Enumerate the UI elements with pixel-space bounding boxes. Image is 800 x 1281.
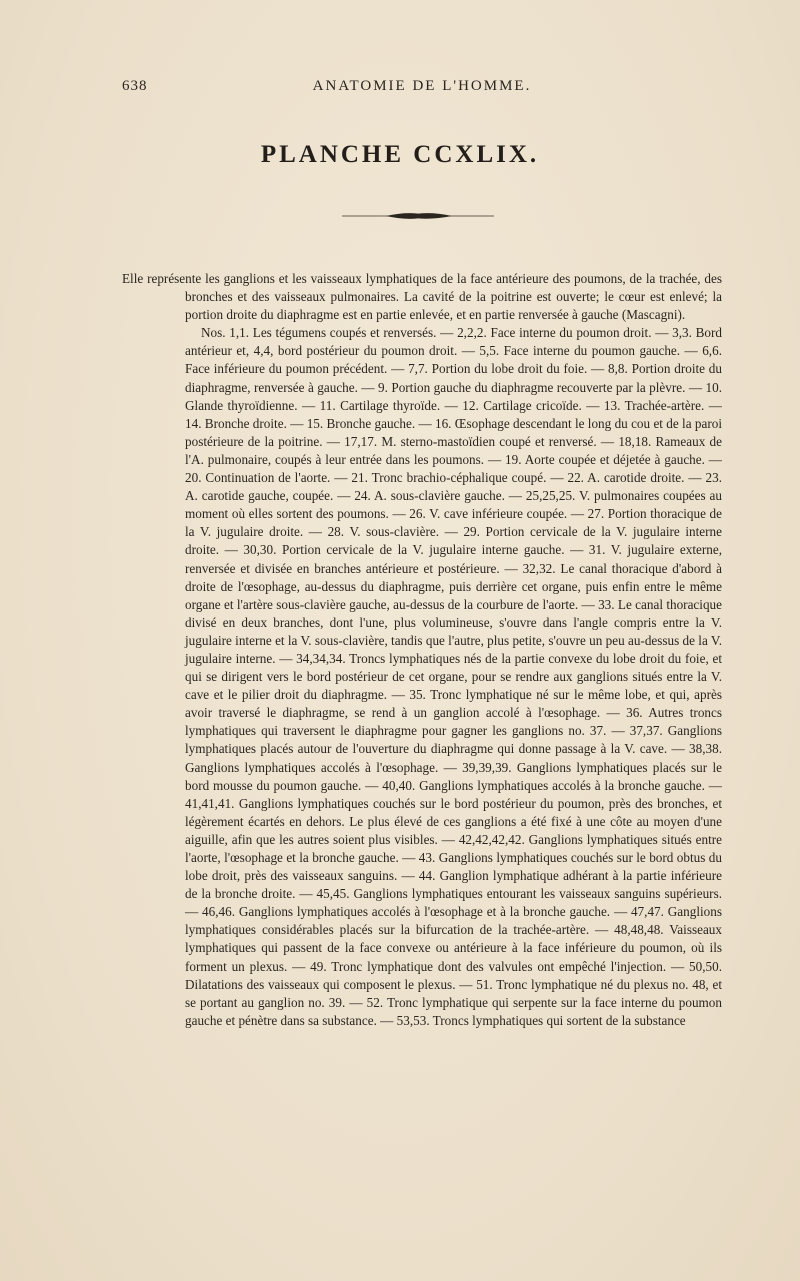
running-title: ANATOMIE DE L'HOMME. (312, 78, 532, 94)
plate-title: PLANCHE CCXLIX. (260, 141, 540, 168)
plate-description (122, 270, 722, 1030)
intro-paragraph: Elle représente les ganglions et les vaisseaux lymphatiques de la face antérieure des poumons, de la trachée, des bronches et des vaisseaux pulmonaires. La cavité de la poitrine est ouverte; le cœur est enlevé; la portion droite du diaphragme est en partie enlevée, et en partie renversée à gauche (Mascagni). (122, 271, 722, 323)
running-head (122, 78, 722, 100)
page-number: 638 (122, 78, 148, 94)
ornament-divider (342, 210, 494, 222)
legend-paragraph: Nos. 1,1. Les tégumens coupés et renversés. — 2,2,2. Face interne du poumon droit. — 3,3. Bord antérieur et, 4,4, bord postérieur du poumon droit. — 5,5. Face interne du poumon gauche. — 6,6. Face inférieure du poumon précédent. — 7,7. Portion du lobe droit du foie. — 8,8. Portion droite du diaphragme, renversée à gauche. — 9. Portion gauche du diaphragme recouverte par la plèvre. — 10. Glande thyroïdienne. — 11. Cartilage thyroïde. — 12. Cartilage cricoïde. — 13. Trachée-artère. — 14. Bronche droite. — 15. Bronche gauche. — 16. Œsophage descendant le long du cou et de la paroi postérieure de la poitrine. — 17,17. M. sterno-mastoïdien coupé et renversé. — 18,18. Rameaux de l'A. pulmonaire, coupés à leur entrée dans les poumons. — 19. Aorte coupée et déjetée à gauche. — 20. Continuation de l'aorte. — 21. Tronc brachio-céphalique coupé. — 22. A. carotide droite. — 23. A. carotide gauche, coupée. — 24. A. sous-clavière gauche. — 25,25,25. V. pulmonaires coupées au moment où elles sortent des poumons. — 26. V. cave inférieure coupée. — 27. Portion thoracique de la V. jugulaire droite. — 28. V. sous-clavière. — 29. Portion cervicale de la V. jugulaire interne droite. — 30,30. Portion cervicale de la V. jugulaire interne gauche. — 31. V. jugulaire externe, renversée et divisée en branches antérieure et postérieure. — 32,32. Le canal thoracique d'abord à droite de l'œsophage, au-dessus du diaphragme, puis derrière cet organe, puis enfin entre le même organe et l'artère sous-clavière gauche, au-dessus de la courbure de l'aorte. — 33. Le canal thoracique divisé en deux branches, dont l'une, plus volumineuse, s'ouvre dans l'angle compris entre la V. jugulaire interne et la V. sous-clavière, tandis que l'autre, plus petite, s'ouvre un peu au-dessus de la V. jugulaire interne. — 34,34,34. Troncs lymphatiques nés de la partie convexe du lobe droit du foie, et qui se dirigent vers le bord postérieur de cet organe, pour se rendre aux ganglions situés entre la V. cave et le pilier droit du diaphragme. — 35. Tronc lymphatique né sur le même lobe, et qui, après avoir traversé le diaphragme, se rend à un ganglion accolé à l'œsophage. — 36. Autres troncs lymphatiques qui traversent le diaphragme pour gagner les ganglions no. 37. — 37,37. Ganglions lymphatiques placés autour de l'ouverture du diaphragme qui donne passage à la V. cave. — 38,38. Ganglions lymphatiques accolés à l'œsophage. — 39,39,39. Ganglions lymphatiques placés sur le bord mousse du poumon gauche. — 40,40. Ganglions lymphatiques accolés à la bronche gauche. — 41,41,41. Ganglions lymphatiques couchés sur le bord postérieur du poumon, près des bronches, et légèrement écartés en dehors. Le plus élevé de ces ganglions a été fixé à une côte au moyen d'une aiguille, afin que les autres soient plus visibles. — 42,42,42,42. Ganglions lymphatiques situés entre l'aorte, l'œsophage et la bronche gauche. — 43. Ganglions lymphatiques couchés sur le bord obtus du lobe droit, près des vaisseaux sanguins. — 44. Ganglion lymphatique adhérant à la partie inférieure de la bronche droite. — 45,45. Ganglions lymphatiques entourant les vaisseaux sanguins supérieurs. — 46,46. Ganglions lymphatiques accolés à l'œsophage et à la bronche gauche. — 47,47. Ganglions lymphatiques considérables placés sur la bifurcation de la trachée-artère. — 48,48,48. Vaisseaux lymphatiques qui passent de la face convexe ou antérieure à la face inférieure du poumon, où ils forment un plexus. — 49. Tronc lymphatique dont des valvules ont empêché l'injection. — 50,50. Dilatations des vaisseaux qui composent le plexus. — 51. Tronc lymphatique né du plexus no. 48, et se portant au ganglion no. 39. — 52. Tronc lymphatique qui serpente sur la face interne du poumon gauche et pénètre dans sa substance. — 53,53. Troncs lymphatiques qui sortent de la substance (185, 325, 723, 1028)
